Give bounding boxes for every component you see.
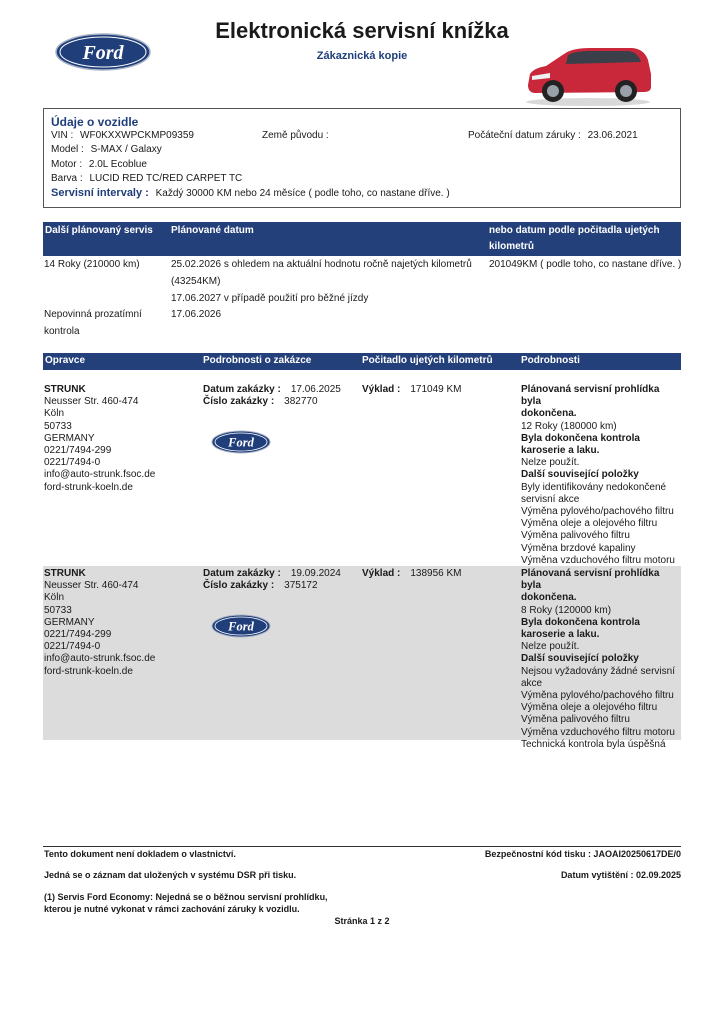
detail-line: Byly identifikovány nedokončené [521, 481, 667, 493]
dealer-name: STRUNK [44, 384, 86, 395]
interval-label: Servisní intervaly : [51, 187, 149, 199]
dealer-name: STRUNK [44, 568, 86, 579]
repairs-col-order: Podrobnosti o zakázce [203, 355, 312, 366]
engine-row [51, 159, 147, 170]
dealer-phone: 0221/7494-299 [44, 445, 112, 457]
detail-line: Výměna pylového/pachového filtru [521, 506, 674, 518]
dealer-email: info@auto-strunk.fsoc.de [44, 653, 156, 665]
dealer-street: Neusser Str. 460-474 [44, 396, 139, 408]
order-no: 375172 [284, 580, 318, 592]
detail-line: Další související položky [521, 653, 639, 665]
color-value: LUCID RED TC/RED CARPET TC [89, 173, 243, 184]
dealer-country: GERMANY [44, 616, 95, 628]
planned-row-1-date-line1: 25.02.2026 s ohledem na aktuální hodnotu ročně najetých kilometrů [171, 259, 472, 270]
ford-logo [211, 614, 271, 638]
model-label: Model : [51, 144, 84, 155]
planned-service-header [43, 222, 681, 256]
dealer-web: ford-strunk-koeln.de [44, 481, 133, 493]
detail-line: Další související položky [521, 469, 639, 481]
detail-line: Nejsou vyžadovány žádné servisní [521, 665, 675, 677]
vin-value: WF0KXXWPCKMP09359 [80, 130, 194, 141]
dealer-zip: 50733 [44, 604, 72, 616]
detail-line: dokončena. [521, 408, 577, 420]
dealer-phone: 0221/7494-0 [44, 457, 101, 469]
order-no-label: Číslo zakázky : [203, 396, 275, 408]
detail-line: karoserie a laku. [521, 629, 600, 641]
repairs-col-details: Podrobnosti [521, 355, 580, 366]
vehicle-section-title: Údaje o vozidle [51, 115, 139, 129]
color-label: Barva : [51, 173, 83, 184]
dsr-note: Jedná se o záznam dat uložených v systému DSR při tisku. [44, 870, 297, 880]
repairs-col-dealer: Opravce [45, 355, 86, 366]
planned-row-1-date-line2: (43254KM) [171, 276, 221, 287]
odometer-label: Výklad : [362, 384, 401, 395]
engine-value: 2.0L Ecoblue [88, 159, 147, 170]
order-no-label: Číslo zakázky : [203, 580, 275, 592]
model-value: S-MAX / Galaxy [90, 144, 162, 155]
detail-line: Výměna oleje a olejového filtru [521, 518, 658, 530]
planned-row-2-service-line2: kontrola [44, 326, 80, 337]
ownership-disclaimer: Tento dokument není dokladem o vlastnictví. [44, 849, 236, 859]
detail-line: Výměna pylového/pachového filtru [521, 690, 674, 702]
page-number: Stránka 1 z 2 [334, 916, 390, 926]
planned-row-1-service: 14 Roky (210000 km) [44, 259, 140, 270]
detail-line: Nelze použít. [521, 641, 580, 653]
page-subtitle: Zákaznická kopie [316, 50, 408, 62]
order-details [203, 568, 341, 592]
odometer-label: Výklad : [362, 568, 401, 579]
order-date-label: Datum zakázky : [203, 568, 281, 579]
svg-text:Ford: Ford [82, 42, 124, 64]
odometer-value: 138956 KM [410, 568, 462, 579]
vin-label: VIN : [51, 130, 74, 141]
detail-line: 8 Roky (120000 km) [521, 604, 612, 616]
detail-line: 12 Roky (180000 km) [521, 420, 617, 432]
economy-note-line2: kterou je nutné vykonat v rámci zachování záruky k vozidlu. [44, 904, 300, 914]
detail-line: Plánovaná servisní prohlídka byla [521, 384, 660, 408]
warranty-date: 23.06.2021 [587, 130, 638, 141]
planned-row-1-date-line3: 17.06.2027 v případě použití pro běžné jízdy [171, 293, 369, 304]
detail-line: karoserie a laku. [521, 445, 600, 457]
detail-line: Výměna vzduchového filtru motoru [521, 726, 675, 738]
model-row [51, 144, 162, 155]
detail-line: Technická kontrola byla úspěšná [521, 738, 666, 750]
dealer-web: ford-strunk-koeln.de [44, 665, 133, 677]
color-row [51, 173, 242, 184]
repair-entry-1 [43, 382, 681, 566]
dealer-country: GERMANY [44, 432, 95, 444]
detail-line: Byla dokončena kontrola [521, 432, 640, 444]
footer-divider [43, 846, 681, 847]
odometer-value: 171049 KM [410, 384, 462, 395]
interval-row [51, 187, 450, 199]
detail-line: akce [521, 677, 543, 689]
svg-text:Ford: Ford [228, 435, 254, 450]
vehicle-details-box [43, 108, 681, 208]
detail-line: Výměna oleje a olejového filtru [521, 702, 658, 714]
detail-line: servisní akce [521, 493, 580, 505]
detail-line: Byla dokončena kontrola [521, 616, 640, 628]
dealer-email: info@auto-strunk.fsoc.de [44, 469, 156, 481]
print-date: Datum vytištění : 02.09.2025 [560, 870, 681, 880]
planned-row-1-km: 201049KM ( podle toho, co nastane dříve. ) [489, 259, 682, 270]
warranty-label: Počáteční datum záruky : [468, 130, 581, 141]
security-code: Bezpečnostní kód tisku : JAOAI20250617DE/0 [484, 849, 681, 859]
dealer-address [44, 568, 155, 678]
page-title: Elektronická servisní knížka [215, 18, 509, 43]
dealer-city: Köln [44, 592, 65, 604]
detail-line: Výměna vzduchového filtru motoru [521, 554, 675, 566]
planned-col-km-b: kilometrů [489, 241, 535, 252]
repair-details-list [521, 568, 681, 751]
warranty-row [468, 130, 638, 141]
ford-logo [211, 430, 271, 454]
economy-note-line1: (1) Servis Ford Economy: Nejedná se o běžnou servisní prohlídku, [44, 892, 328, 902]
dealer-city: Köln [44, 408, 65, 420]
dealer-phone: 0221/7494-299 [44, 629, 112, 641]
planned-col-service: Další plánovaný servis [45, 225, 153, 236]
odometer-reading [362, 384, 462, 396]
interval-value: Každý 30000 KM nebo 24 měsíce ( podle toho, co nastane dříve. ) [155, 188, 450, 199]
odometer-reading [362, 568, 462, 580]
svg-text:Ford: Ford [228, 619, 254, 634]
dealer-address [44, 384, 155, 494]
order-no: 382770 [284, 396, 318, 408]
dealer-phone: 0221/7494-0 [44, 641, 101, 653]
planned-col-date: Plánované datum [171, 225, 254, 236]
order-date-label: Datum zakázky : [203, 384, 281, 395]
detail-line: Výměna palivového filtru [521, 530, 630, 542]
country-label: Země původu : [262, 130, 329, 141]
repairs-col-odometer: Počitadlo ujetých kilometrů [362, 355, 493, 366]
dealer-zip: 50733 [44, 420, 72, 432]
detail-line: dokončena. [521, 592, 577, 604]
detail-line: Nelze použít. [521, 457, 580, 469]
repair-entry-2 [43, 566, 681, 750]
repair-details-list [521, 384, 681, 567]
repairs-header [43, 353, 681, 370]
planned-row-2-service-line1: Nepovinná prozatímní [44, 309, 142, 320]
engine-label: Motor : [51, 159, 83, 170]
detail-line: Plánovaná servisní prohlídka byla [521, 568, 660, 592]
detail-line: Výměna brzdové kapaliny [521, 542, 636, 554]
dealer-street: Neusser Str. 460-474 [44, 580, 139, 592]
order-details [203, 384, 341, 408]
order-date: 19.09.2024 [290, 568, 341, 579]
car-image [520, 40, 655, 113]
order-date: 17.06.2025 [290, 384, 341, 395]
detail-line: Výměna palivového filtru [521, 714, 630, 726]
planned-row-2-date: 17.06.2026 [171, 309, 222, 320]
planned-col-km-a: nebo datum podle počitadla ujetých [489, 225, 660, 236]
vin-row [51, 130, 194, 141]
